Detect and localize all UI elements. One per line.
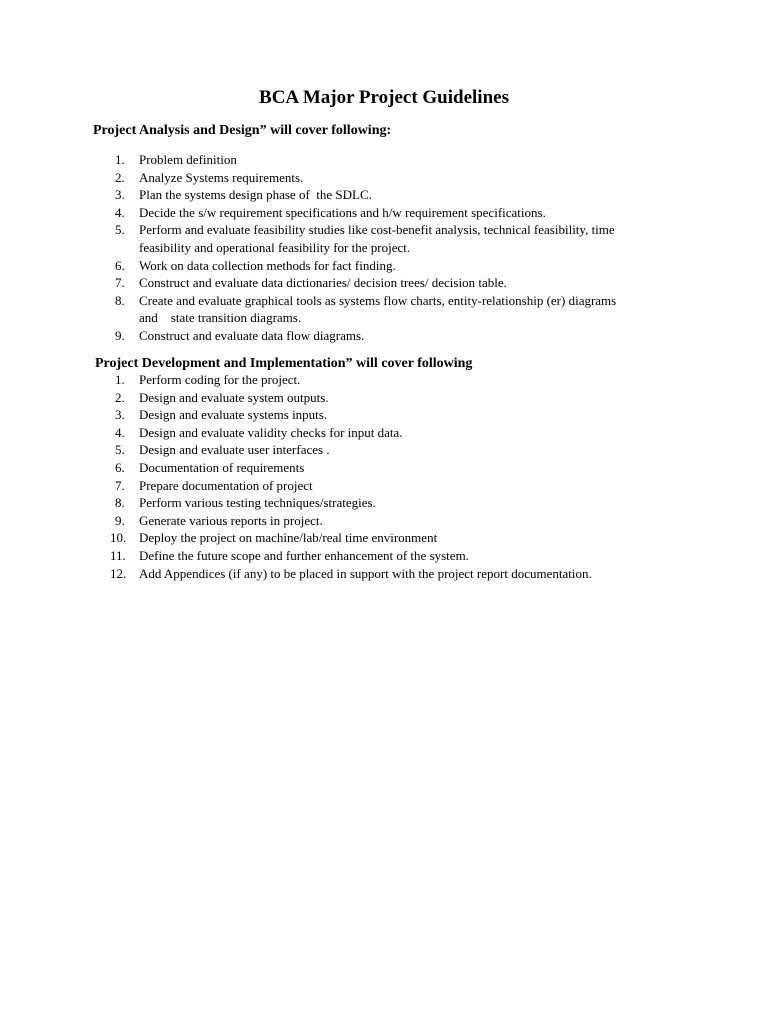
list-item [110, 406, 670, 424]
item-number: 6. [115, 459, 125, 475]
item-number: 3. [115, 407, 125, 423]
item-text: Analyze Systems requirements. [139, 169, 304, 185]
list-item [110, 371, 670, 389]
list-item [110, 529, 670, 547]
item-text: Design and evaluate systems inputs. [139, 407, 328, 423]
item-text: Perform and evaluate feasibility studies like cost-benefit analysis, technical feasibility, time feasibility and operational feasibility for the project. [139, 222, 615, 255]
list-item [110, 477, 670, 495]
item-text: Design and evaluate validity checks for input data. [139, 424, 403, 440]
item-text: Design and evaluate system outputs. [139, 389, 329, 405]
item-text: Plan the systems design phase of the SDLC. [139, 187, 372, 203]
list-item [110, 424, 670, 442]
item-text: Prepare documentation of project [139, 477, 313, 493]
item-number: 2. [115, 169, 125, 185]
item-text: Documentation of requirements [139, 459, 305, 475]
item-number: 12. [110, 565, 127, 581]
item-number: 11. [110, 547, 126, 563]
list-item [110, 204, 670, 222]
document-title: BCA Major Project Guidelines [259, 87, 509, 108]
list-item [110, 565, 670, 583]
list-item [110, 459, 670, 477]
item-text: Create and evaluate graphical tools as systems flow charts, entity-relationship (er) diagrams and state transition diagrams. [139, 292, 617, 326]
item-number: 8. [115, 495, 125, 511]
item-number: 5. [115, 442, 125, 458]
item-text: Construct and evaluate data flow diagrams. [139, 327, 365, 343]
list-item [110, 512, 670, 530]
list-item [110, 292, 670, 327]
list-item [110, 389, 670, 407]
item-text: Problem definition [139, 152, 237, 167]
item-text: Perform coding for the project. [139, 372, 301, 387]
item-number: 7. [115, 275, 125, 291]
item-text: Deploy the project on machine/lab/real time environment [139, 530, 438, 546]
section-heading-analysis-design: Project Analysis and Design” will cover following: [93, 123, 392, 138]
item-number: 10. [110, 530, 127, 546]
list-item [110, 494, 670, 512]
development-implementation-list [110, 371, 670, 582]
list-item [110, 257, 670, 275]
analysis-design-list [110, 151, 670, 345]
item-text: Decide the s/w requirement specifications and h/w requirement specifications. [139, 204, 546, 220]
item-text: Add Appendices (if any) to be placed in support with the project report documentation. [139, 565, 592, 581]
section-heading-development-implementation: Project Development and Implementation” will cover following [95, 356, 473, 371]
list-item [110, 327, 670, 345]
list-item [110, 274, 670, 292]
item-number: 4. [115, 204, 125, 220]
item-number: 5. [115, 222, 125, 238]
item-number: 7. [115, 477, 125, 493]
item-number: 8. [115, 292, 125, 308]
item-text: Construct and evaluate data dictionaries/ decision trees/ decision table. [139, 275, 507, 291]
item-number: 9. [115, 512, 125, 528]
list-item [110, 441, 670, 459]
item-number: 6. [115, 257, 125, 273]
item-number: 1. [115, 152, 125, 167]
list-item [110, 169, 670, 187]
item-number: 2. [115, 389, 125, 405]
list-item [110, 151, 670, 169]
item-text: Perform various testing techniques/strategies. [139, 495, 376, 511]
item-text: Define the future scope and further enhancement of the system. [139, 547, 469, 563]
item-number: 9. [115, 327, 125, 343]
item-text: Generate various reports in project. [139, 512, 323, 528]
item-number: 4. [115, 424, 125, 440]
item-number: 1. [115, 372, 125, 387]
item-number: 3. [115, 187, 125, 203]
item-text: Work on data collection methods for fact finding. [139, 257, 396, 273]
list-item [110, 547, 670, 565]
item-text: Design and evaluate user interfaces . [139, 442, 330, 458]
list-item [110, 186, 670, 204]
list-item [110, 221, 670, 256]
